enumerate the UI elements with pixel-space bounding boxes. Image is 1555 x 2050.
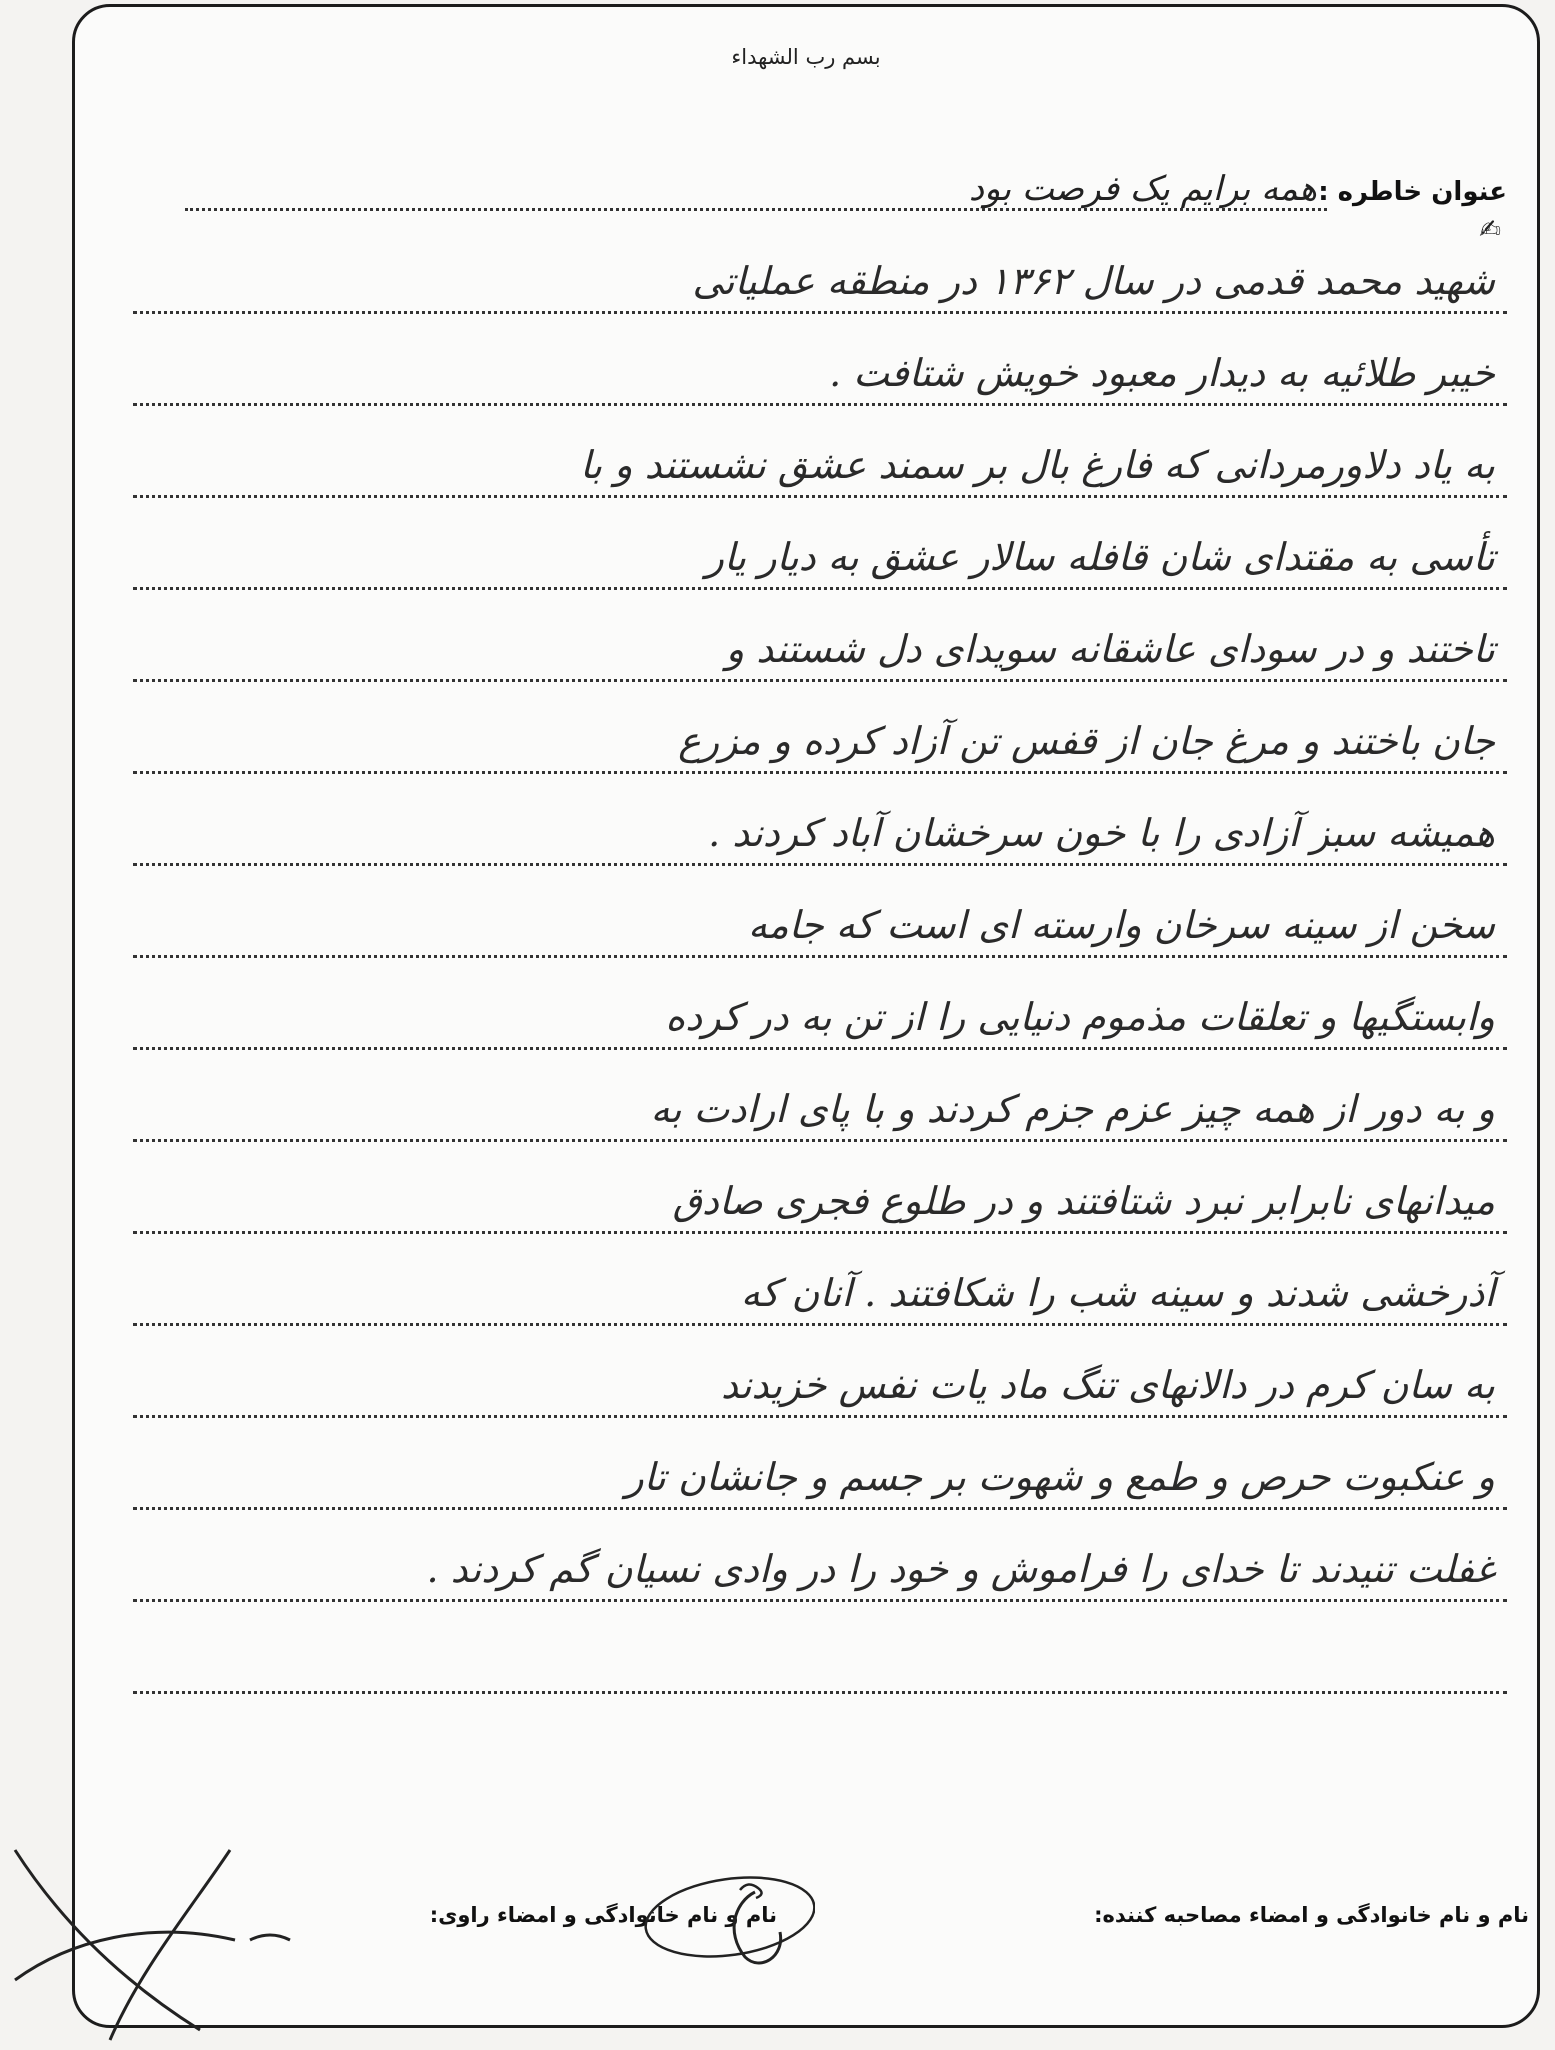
body-line (133, 311, 1507, 406)
pen-icon: ✍ (1479, 215, 1501, 245)
narrator-signature (0, 1830, 300, 2045)
body-line (133, 679, 1507, 774)
body-line-empty (133, 1599, 1507, 1694)
interviewer-signature-label: نام و نام خانوادگی و امضاء مصاحبه کننده: (1094, 1903, 1529, 1927)
body-line (133, 495, 1507, 590)
body-line (133, 403, 1507, 498)
body-line (133, 1323, 1507, 1418)
body-line (133, 1415, 1507, 1510)
body-line-text: آذرخشی شدند و سینه شب را شکافتند . آنان که (740, 1271, 1495, 1315)
body-line-text: تاختند و در سودای عاشقانه سویدای دل شستند و (725, 627, 1495, 671)
narrator-signature-label: نام و نام خانوادگی و امضاء راوی: (429, 1903, 777, 1927)
body-line (133, 955, 1507, 1050)
body-line-text: غفلت تنیدند تا خدای را فراموش و خود را در وادی نسیان گم کردند . (426, 1547, 1495, 1591)
body-line-text: جان باختند و مرغ جان از قفس تن آزاد کرده و مزرع (678, 719, 1495, 763)
body-line-text: میدانهای نابرابر نبرد شتافتند و در طلوع فجری صادق (672, 1179, 1495, 1223)
body-line (133, 1139, 1507, 1234)
body-line (133, 1047, 1507, 1142)
body-line-text: سخن از سینه سرخان وارسته ای است که جامه (748, 903, 1495, 947)
body-line (133, 1231, 1507, 1326)
body-line-text: شهید محمد قدمی در سال ۱۳۶۲ در منطقه عملیاتی (692, 259, 1495, 303)
body-line-text: تأسی به مقتدای شان قافله سالار عشق به دیار یار (705, 535, 1495, 579)
body-line (133, 771, 1507, 866)
body-line-text: به سان کرم در دالانهای تنگ ماد یات نفس خزیدند (721, 1363, 1495, 1407)
body-line-text: همیشه سبز آزادی را با خون سرخشان آباد کردند . (708, 811, 1495, 855)
memory-title-row (185, 155, 1507, 211)
body-line-text: به یاد دلاورمردانی که فارغ بال بر سمند عشق نشستند و با (579, 443, 1495, 487)
body-line (133, 587, 1507, 682)
body-line (133, 1507, 1507, 1602)
body-line-text: خیبر طلائیه به دیدار معبود خویش شتافت . (829, 351, 1495, 395)
body-line-text: وابستگیها و تعلقات مذموم دنیایی را از تن به در کرده (665, 995, 1495, 1039)
body-line (133, 863, 1507, 958)
title-dotted-line (185, 208, 1327, 211)
body-line-text: و عنکبوت حرص و طمع و شهوت بر جسم و جانشان تار (625, 1455, 1495, 1499)
form-sheet (72, 4, 1540, 2028)
title-value: همه برایم یک فرصت بود (968, 169, 1317, 209)
title-label: عنوان خاطره : (1318, 177, 1507, 207)
body-line-text: و به دور از همه چیز عزم جزم کردند و با پای ارادت به (650, 1087, 1495, 1131)
interviewer-signature (635, 1862, 815, 1982)
body-line (133, 215, 1507, 314)
bismillah-header: بسم رب الشهداء (731, 45, 881, 69)
